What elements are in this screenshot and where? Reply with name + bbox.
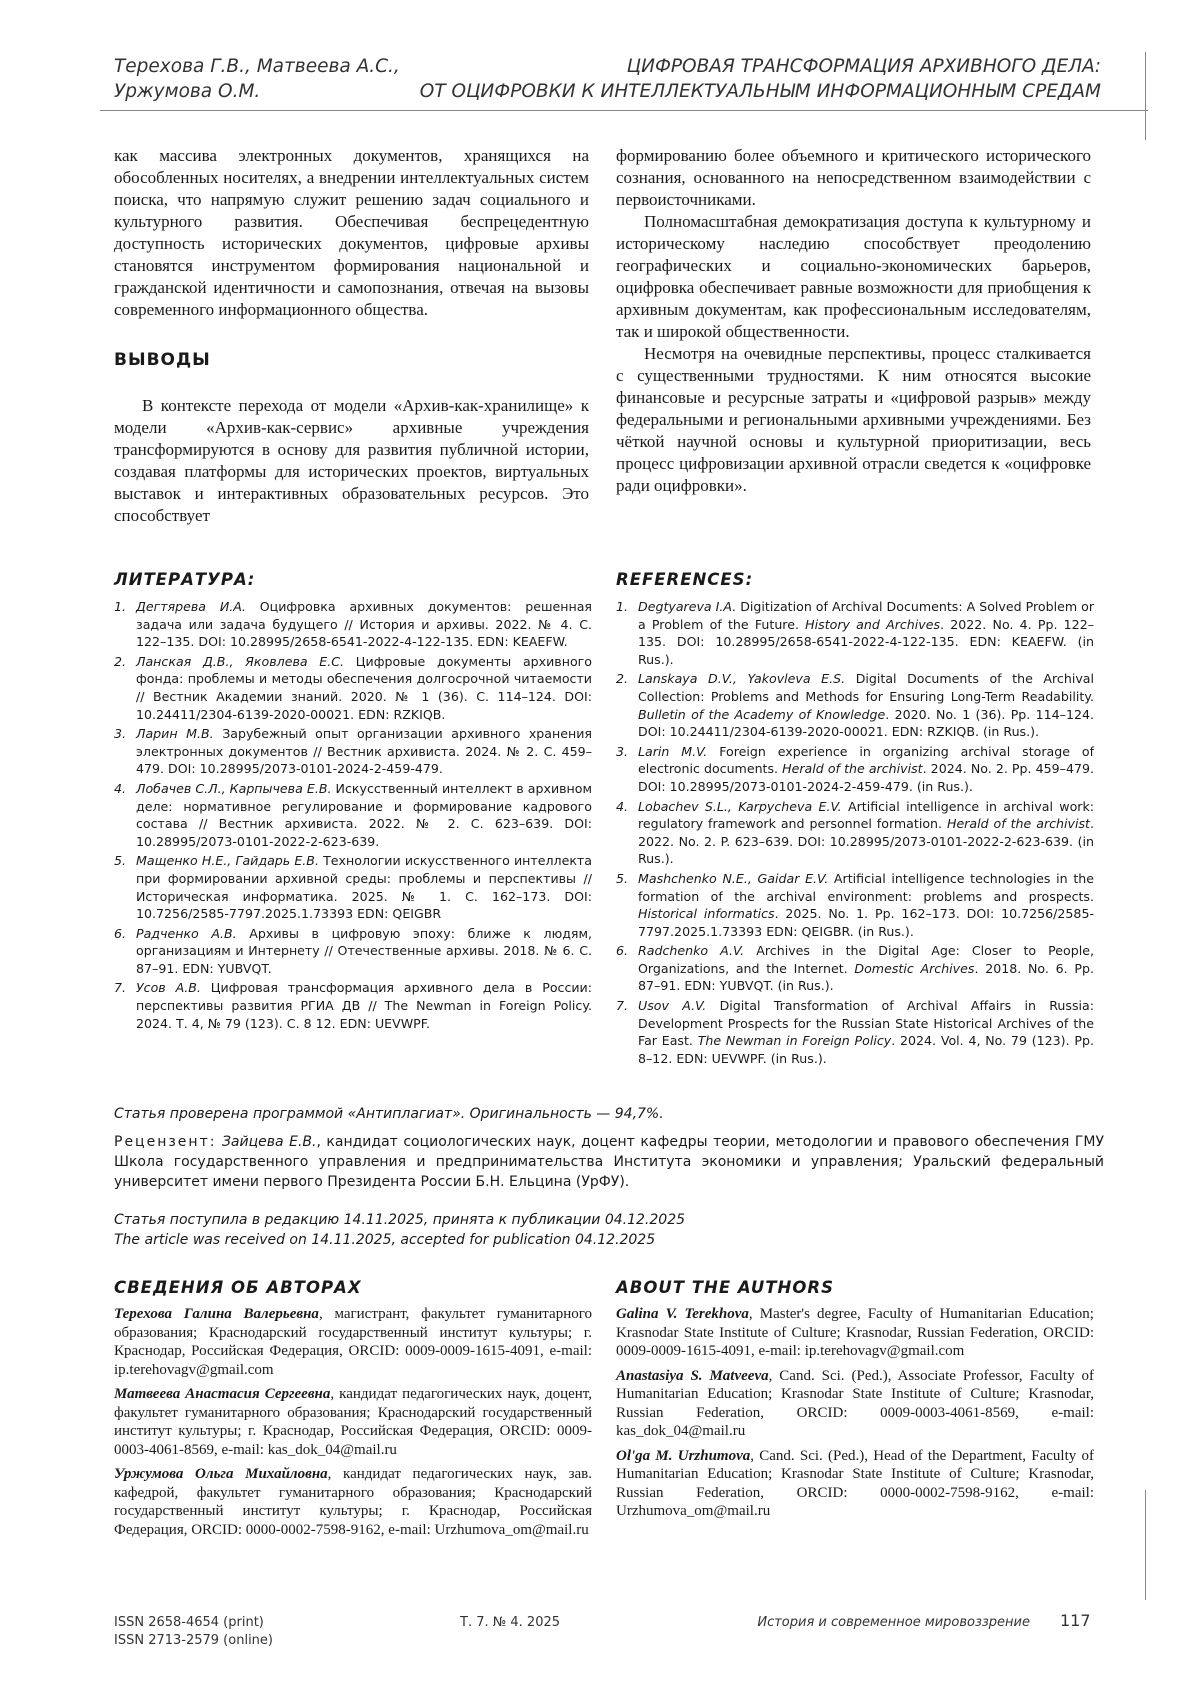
author-entry (114, 1465, 592, 1539)
reference-item-journal: History and Archives (805, 616, 941, 632)
author-details: , магистрант, факультет гуманитарного образования; Краснодарский государственный институт культуры; г. Краснодар, Российская Федерация, ORCID: 0009-0009-1615-4091, e-mail: ip.terehovagv@gmail.com (114, 1306, 593, 1378)
reference-item-details: . 2024. No. 2. Pp. 459–479. DOI: 10.28995/2073-0101-2024-2-459-479. (in Rus.). (638, 761, 1094, 794)
reference-item-author: Degtyareva I.A. (638, 599, 737, 614)
author-name: Уржумова Ольга Михайловна (114, 1466, 328, 1482)
literature-list (114, 598, 592, 1034)
literature-item-author: Радченко А.В. (136, 925, 237, 941)
reference-item-journal: Bulletin of the Academy of Knowledge (638, 706, 886, 722)
literature-item-author: Ларин М.В. (136, 726, 214, 742)
issn-online: ISSN 2713-2579 (online) (114, 1633, 273, 1648)
literature-item (114, 852, 592, 922)
antiplagiat-note: Статья проверена программой «Антиплагиат». Оригинальность — 94,7%. (114, 1106, 664, 1122)
author-details: , Cand. Sci. (Ped.), Head of the Department, Faculty of Humanitarian Education; Krasnodar State Institute of Culture; Krasnodar, Russian Federation, ORCID: 0000-0002-7598-9162, e-mail: Urzhumova_om@mail.ru (616, 1447, 1094, 1519)
reference-item-title: Archives in the Digital Age: Closer to People, Organizations, and the Internet. (638, 943, 1095, 976)
authors-line-2: Уржумова О.М. (114, 81, 261, 102)
title-line-2: ОТ ОЦИФРОВКИ К ИНТЕЛЛЕКТУАЛЬНЫМ ИНФОРМАЦИОННЫМ СРЕДАМ (419, 81, 1101, 102)
reference-item-author: Radchenko A.V. (638, 943, 745, 959)
literature-item-author: Мащенко Н.Е., Гайдарь Е.В. (136, 853, 319, 869)
literature-item (114, 598, 592, 651)
reference-item-author: Lanskaya D.V., Yakovleva E.S. (638, 671, 846, 687)
reference-item-number: 3. (616, 743, 629, 759)
literature-item-number: 7. (114, 980, 127, 996)
right-paragraph-3: Несмотря на очевидные перспективы, процесс сталкивается с существенными трудностями. К ним относятся высокие финансовые и ресурсные затраты и «цифровой разрыв» между федеральными и региональными архивными учреждениями. Без чёткой научной основы и культурной приоритизации, весь процесс цифровизации архивной отрасли сведется к «оцифровке ради оцифровки». (616, 344, 1091, 495)
received-en: The article was received on 14.11.2025, accepted for publication 04.12.2025 (114, 1232, 656, 1248)
literature-item-number: 3. (114, 726, 127, 742)
literature-item-text: Технологии искусственного интеллекта при формировании архивной среды: проблемы и перспективы // Историческая информатика. 2025. № 1. С. 162–173. DOI: 10.7256/2585-7797.2025.1.73393 EDN: QEIGBR (136, 853, 592, 922)
author-name: Ol'ga M. Urzhumova (616, 1447, 751, 1464)
author-entry (616, 1305, 1094, 1361)
reference-item (616, 743, 1094, 796)
reference-item (616, 798, 1094, 868)
reference-item-number: 6. (616, 943, 629, 959)
reference-item-author: Mashchenko N.E., Gaidar E.V. (638, 870, 829, 886)
reference-item-title: Digital Documents of the Archival Collection: Problems and Methods for Ensuring Long-Term Readability. (638, 671, 1094, 704)
reference-item-journal: The Newman in Foreign Policy (697, 1033, 892, 1049)
author-details: , Master's degree, Faculty of Humanitarian Education; Krasnodar State Institute of Culture; Krasnodar, Russian Federation, ORCID: 0009-0009-1615-4091, e-mail: ip.terehovagv@gmail.com (616, 1306, 1094, 1359)
left-paragraph-2: В контексте перехода от модели «Архив-как-хранилище» к модели «Архив-как-сервис» архивные учреждения трансформируются в основу для развития публичной истории, создавая платформы для исторических проектов, виртуальных выставок и интерактивных образовательных ресурсов. Это способствует (114, 396, 589, 525)
literature-item-number: 4. (114, 780, 127, 796)
author-name: Терехова Галина Валерьевна (114, 1306, 319, 1322)
reference-item-details: . 2024. Vol. 4, No. 79 (123). Pp. 8–12. EDN: UEVWPF. (in Rus.). (638, 1033, 1094, 1066)
footer-vertical-rule (1145, 1490, 1146, 1600)
reference-item-details: . 2025. No. 1. Pp. 162–173. DOI: 10.7256/2585-7797.2025.1.73393 EDN: QEIGBR. (in Rus.). (638, 906, 1095, 939)
reference-item-author: Larin M.V. (638, 743, 708, 759)
references-list (616, 598, 1094, 1069)
header-vertical-rule (1145, 52, 1146, 140)
reference-item (616, 870, 1094, 940)
running-head-title (401, 54, 1101, 104)
reference-item-number: 1. (616, 599, 629, 614)
literature-item-number: 6. (114, 925, 127, 941)
references-heading: REFERENCES: (616, 570, 754, 589)
right-paragraph-1: формированию более объемного и критического исторического сознания, основанного на непосредственном взаимодействии с первоисточниками. (616, 146, 1091, 209)
reference-item (616, 942, 1094, 995)
reference-item-number: 5. (616, 870, 629, 886)
literature-item-text: Архивы в цифровую эпоху: ближе к людям, организациям и Интернету // Отечественные архивы. 2018. № 6. С. 87–91. EDN: YUBVQT. (136, 925, 592, 976)
author-entry (616, 1367, 1094, 1441)
literature-item-number: 2. (114, 653, 127, 669)
literature-item-text: Цифровая трансформация архивного дела в России: перспективы развития РГИА ДВ // The Newman in Foreign Policy. 2024. Т. 4, № 79 (123). С. 8 12. EDN: UEVWPF. (136, 980, 592, 1031)
literature-item-number: 5. (114, 853, 127, 869)
page-number: 117 (1060, 1611, 1091, 1630)
reference-item-details: . 2020. No. 1 (36). Pp. 114–124. DOI: 10.24411/2304-6139-2020-00021. EDN: RZKIQB. (in Rus.). (638, 706, 1094, 740)
reviewer-name: Зайцева Е.В. (221, 1134, 317, 1150)
authors-en-heading: ABOUT THE AUTHORS (616, 1278, 834, 1297)
header-rule (100, 110, 1148, 111)
reference-item (616, 997, 1094, 1067)
reference-item-title: Artificial intelligence technologies in the formation of the archival environment: problems and prospects. (638, 870, 1095, 904)
volume-issue: Т. 7. № 4. 2025 (460, 1615, 561, 1630)
literature-item-text: Оцифровка архивных документов: решенная задача или задача будущего // История и архивы. 2022. № 4. С. 122–135. DOI: 10.28995/2658-6541-2022-4-122-135. EDN: KEAEFW. (136, 599, 592, 650)
authors-ru-heading: СВЕДЕНИЯ ОБ АВТОРАХ (114, 1278, 362, 1297)
journal-name: История и современное мировоззрение (757, 1615, 1030, 1630)
reference-item-title: Foreign experience in organizing archival storage of electronic documents. (638, 743, 1095, 777)
author-name: Anastasiya S. Matveeva (616, 1367, 769, 1384)
received-ru: Статья поступила в редакцию 14.11.2025, принята к публикации 04.12.2025 (114, 1212, 686, 1228)
right-text-column (616, 145, 1091, 497)
reference-item-details: . 2022. No. 2. P. 623–639. DOI: 10.28995/2073-0101-2022-2-623-639. (in Rus.). (638, 816, 1094, 867)
author-name: Galina V. Terekhova (616, 1306, 749, 1322)
reference-item-author: Usov A.V. (638, 998, 707, 1014)
author-details: , кандидат педагогических наук, доцент, факультет гуманитарного образования; Краснодарский государственный институт культуры; г. Краснодар, Российская Федерация, ORCID: 0009-0003-4061-8569, e-mail: kas_dok_04@mail.ru (114, 1386, 592, 1458)
authors-line-1: Терехова Г.В., Матвеева А.С., (114, 56, 400, 77)
author-entry (114, 1305, 592, 1379)
author-entry (114, 1385, 592, 1459)
conclusions-heading: ВЫВОДЫ (114, 350, 211, 370)
reference-item-title: Digital Transformation of Archival Affairs in Russia: Development Prospects for the Russian State Historical Archives of the Far East. (638, 998, 1094, 1049)
issn-block (114, 1614, 273, 1650)
literature-item-number: 1. (114, 599, 127, 614)
reviewer-label: Рецензент: (114, 1134, 217, 1150)
issn-print: ISSN 2658-4654 (print) (114, 1615, 264, 1630)
literature-heading: ЛИТЕРАТУРА: (114, 570, 256, 589)
authors-en-list (616, 1305, 1094, 1527)
reference-item-journal: Herald of the archivist (946, 816, 1090, 832)
left-paragraph-1: как массива электронных документов, хранящихся на обособленных носителях, а внедрении интеллектуальных систем поиска, что напрямую служит решению задач социального и культурного развития. Обеспечивая беспрецедентную доступность исторических документов, цифровые архивы становятся инструментом формирования национальной и гражданской идентичности и самопознания, отвечая на вызовы современного информационного общества. (114, 146, 589, 319)
reference-item-title: Digitization of Archival Documents: A Solved Problem or a Problem of the Future. (638, 599, 1094, 632)
reference-item-journal: Domestic Archives (854, 960, 975, 976)
authors-ru-list (114, 1305, 592, 1545)
literature-item-text: Искусственный интеллект в архивном деле: нормативное регулирование и формирование кадрового состава // Вестник архивиста. 2022. № 2. С. 623–639. DOI: 10.28995/2073-0101-2022-2-623-639. (136, 780, 592, 849)
reference-item-number: 7. (616, 998, 629, 1014)
author-entry (616, 1447, 1094, 1521)
author-details: , кандидат педагогических наук, зав. кафедрой, факультет гуманитарного образования; Краснодарский государственный институт культуры; г. Краснодар, Российская Федерация, ORCID: 0000-0002-7598-9162, e-mail: Urzhumova_om@mail.ru (114, 1466, 592, 1538)
reviewer-note (114, 1132, 1104, 1192)
left-text-column (114, 145, 589, 527)
literature-item-author: Лобачев С.Л., Карпычева Е.В. (136, 780, 332, 796)
reference-item-journal: Herald of the archivist (782, 761, 923, 777)
literature-item (114, 653, 592, 723)
right-paragraph-2: Полномасштабная демократизация доступа к культурному и историческому наследию способствует преодолению географических и социально-экономических барьеров, оцифровка обеспечивает равные возможности для приобщения к архивным документам, как профессиональным исследователям, так и широкой общественности. (616, 212, 1091, 341)
literature-item (114, 780, 592, 850)
literature-item-text: Цифровые документы архивного фонда: проблемы и методы обеспечения долгосрочной читаемости // Вестник Академии знаний. 2020. № 1 (36). С. 114–124. DOI: 10.24411/2304-6139-2020-00021. EDN: RZKIQB. (136, 653, 592, 722)
reference-item (616, 598, 1094, 668)
reference-item-details: . 2022. No. 4. Pp. 122–135. DOI: 10.28995/2658-6541-2022-4-122-135. EDN: KEAEFW. (in Rus.). (638, 616, 1094, 667)
author-details: , Cand. Sci. (Ped.), Associate Professor, Faculty of Humanitarian Education; Krasnodar State Institute of Culture; Krasnodar, Russian Federation, ORCID: 0009-0003-4061-8569, e-mail: kas_dok_04@mail.ru (616, 1367, 1094, 1439)
literature-item (114, 925, 592, 978)
reference-item (616, 670, 1094, 740)
author-name: Матвеева Анастасия Сергеевна (114, 1386, 331, 1402)
reference-item-details: . 2018. No. 6. Pp. 87–91. EDN: YUBVQT. (in Rus.). (638, 960, 1094, 994)
reviewer-text: , кандидат социологических наук, доцент кафедры теории, методологии и правового обеспечения ГМУ Школа государственного управления и предпринимательства Института экономики и управления; Уральский федеральный университет имени первого Президента России Б.Н. Ельцина (УрФУ). (114, 1134, 1104, 1190)
reference-item-number: 2. (616, 671, 629, 687)
reference-item-author: Lobachev S.L., Karpycheva E.V. (638, 798, 842, 814)
literature-item-text: Зарубежный опыт организации архивного хранения электронных документов // Вестник архивиста. 2024. № 2. С. 459–479. DOI: 10.28995/2073-0101-2024-2-459-479. (136, 726, 592, 777)
literature-item-author: Дегтярева И.А. (136, 599, 246, 614)
reference-item-title: Artificial intelligence in archival work: regulatory framework and personnel formation. (638, 798, 1094, 832)
literature-item (114, 725, 592, 778)
literature-item-author: Ланская Д.В., Яковлева Е.С. (136, 653, 345, 669)
literature-item-author: Усов А.В. (136, 980, 201, 996)
literature-item (114, 979, 592, 1032)
title-line-1: ЦИФРОВАЯ ТРАНСФОРМАЦИЯ АРХИВНОГО ДЕЛА: (626, 56, 1101, 77)
reference-item-journal: Historical informatics (638, 906, 775, 922)
reference-item-number: 4. (616, 798, 629, 814)
